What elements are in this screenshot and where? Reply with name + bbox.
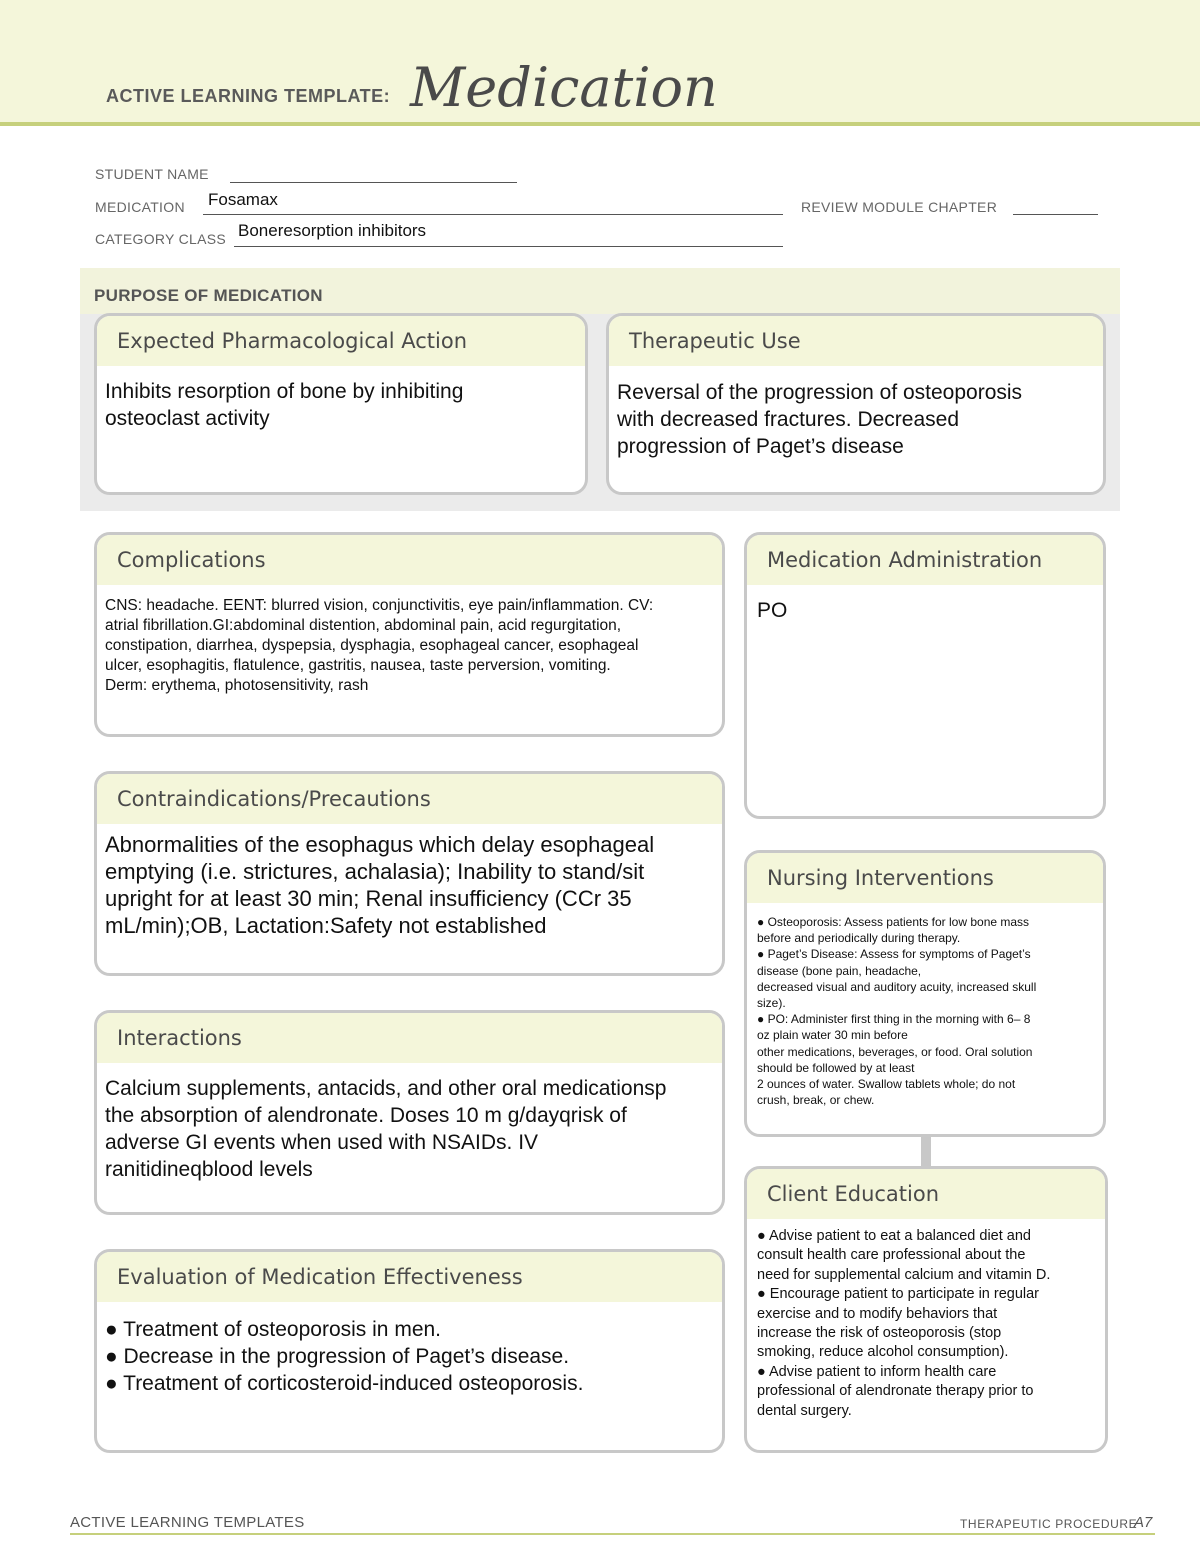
contraindications-title: Contraindications/Precautions bbox=[97, 774, 722, 824]
review-module-line bbox=[1013, 214, 1098, 215]
card-connector bbox=[921, 1136, 931, 1166]
complications-text: CNS: headache. EENT: blurred vision, conjunctivitis, eye pain/inflammation. CV: atrial fibrillation.GI:abdominal distention, abdominal pain, acid regurgitation, constipation, diarrhea, dyspepsia, dysphagia, esophageal cancer, esophageal ulcer, esophagitis, flatulence, gastritis, nausea, taste perversion, vomiting. Derm: erythema, photosensitivity, rash bbox=[105, 597, 654, 694]
template-label: ACTIVE LEARNING TEMPLATE: bbox=[106, 86, 391, 106]
medication-line bbox=[203, 214, 783, 215]
client-education-card bbox=[744, 1166, 1108, 1453]
medication-label: MEDICATION bbox=[95, 199, 185, 215]
expected-action-title: Expected Pharmacological Action bbox=[97, 316, 585, 366]
therapeutic-use-title: Therapeutic Use bbox=[609, 316, 1103, 366]
interactions-title: Interactions bbox=[97, 1013, 722, 1063]
nursing-interventions-card bbox=[744, 850, 1106, 1137]
evaluation-title: Evaluation of Medication Effectiveness bbox=[97, 1252, 722, 1302]
contraindications-card bbox=[94, 771, 725, 976]
student-name-label: STUDENT NAME bbox=[95, 166, 209, 182]
client-education-text: ● Advise patient to eat a balanced diet and consult health care professional about the need for supplemental calcium and vitamin D. ● Encourage patient to participate in regular exercise and to modify behaviors that increase the risk of osteoporosis (stop smoking, reduce alcohol consumption). ● Advise patient to inform health care professional of alendronate therapy prior to dental surgery. bbox=[757, 1228, 1051, 1419]
evaluation-card bbox=[94, 1249, 725, 1453]
complications-card bbox=[94, 532, 725, 737]
student-name-line bbox=[230, 182, 517, 183]
therapeutic-use-card bbox=[606, 313, 1106, 495]
footer-right-text: THERAPEUTIC PROCEDURE bbox=[960, 1517, 1138, 1531]
expected-action-card bbox=[94, 313, 588, 495]
contraindications-text: Abnormalities of the esophagus which delay esophageal emptying (i.e. strictures, achalasia); Inability to stand/sit upright for at least 30 min; Renal insufficiency (CCr 35 mL/min);OB, Lactation:Safety not established bbox=[105, 832, 655, 938]
category-class-field[interactable]: Boneresorption inhibitors bbox=[238, 221, 427, 240]
interactions-text: Calcium supplements, antacids, and other oral medicationsp the absorption of alendronate. Doses 10 m g/dayqrisk of adverse GI events when used with NSAIDs. IV ranitidineqblood levels bbox=[105, 1077, 667, 1181]
page-title: Medication bbox=[410, 56, 718, 119]
therapeutic-use-text: Reversal of the progression of osteoporosis with decreased fractures. Decreased progression of Paget’s disease bbox=[617, 381, 1023, 458]
client-education-title: Client Education bbox=[747, 1169, 1105, 1219]
category-class-label: CATEGORY CLASS bbox=[95, 231, 227, 247]
complications-title: Complications bbox=[97, 535, 722, 585]
administration-card bbox=[744, 532, 1106, 819]
footer-left-text: ACTIVE LEARNING TEMPLATES bbox=[70, 1514, 305, 1531]
purpose-label: PURPOSE OF MEDICATION bbox=[94, 286, 323, 305]
expected-action-text: Inhibits resorption of bone by inhibiting osteoclast activity bbox=[105, 380, 464, 430]
header-divider bbox=[0, 122, 1200, 126]
evaluation-text: ● Treatment of osteoporosis in men. ● Decrease in the progression of Paget’s disease. ● Treatment of corticosteroid-induced osteoporosis. bbox=[105, 1318, 584, 1395]
interactions-card bbox=[94, 1010, 725, 1215]
administration-title: Medication Administration bbox=[747, 535, 1103, 585]
administration-text: PO bbox=[757, 599, 788, 622]
nursing-interventions-text: ● Osteoporosis: Assess patients for low bone mass before and periodically during therapy. ● Paget’s Disease: Assess for symptoms of Paget’s disease (bone pain, headache, decreased visual and auditory acuity, increased skull size). ● PO: Administer first thing in the morning with 6– 8 oz plain water 30 min before other medications, beverages, or food. Oral solution should be followed by at least 2 ounces of water. Swallow tablets whole; do not crush, break, or chew. bbox=[757, 915, 1037, 1108]
page-number: A7 bbox=[1134, 1514, 1153, 1531]
review-module-label: REVIEW MODULE CHAPTER bbox=[801, 199, 998, 215]
nursing-interventions-title: Nursing Interventions bbox=[747, 853, 1103, 903]
medication-field[interactable]: Fosamax bbox=[208, 190, 278, 209]
category-class-line bbox=[234, 246, 783, 247]
footer-divider bbox=[70, 1533, 1155, 1535]
